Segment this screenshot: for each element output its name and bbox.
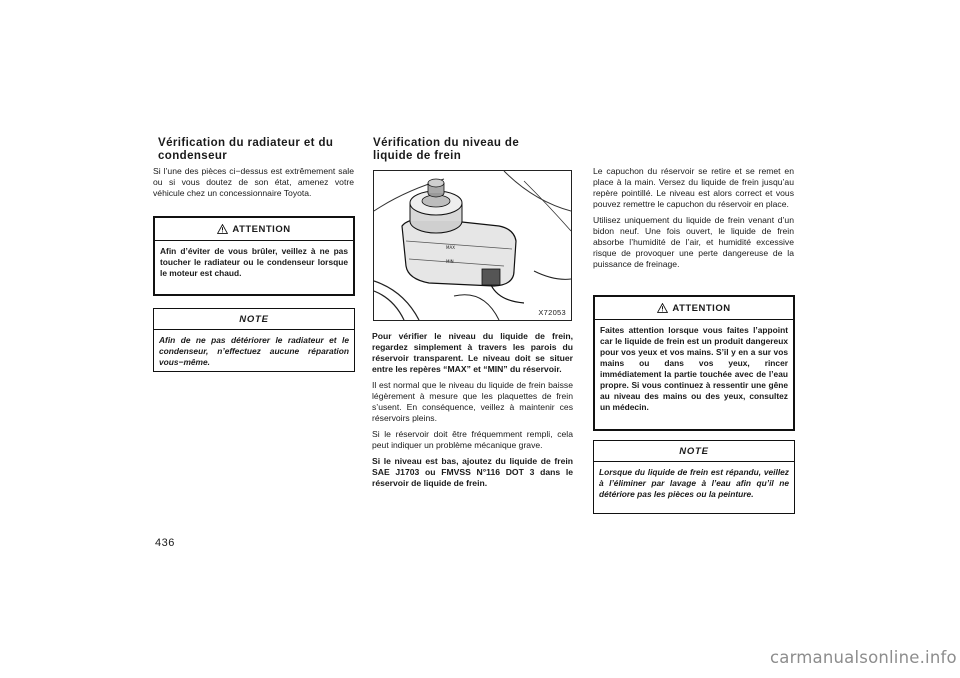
attention-text: Afin d’éviter de vous brûler, veillez à ne pas toucher le radiateur ou le condenseur lorsque le moteur est chaud. [160,246,348,278]
heading-line: liquide de frein [373,150,462,162]
brake-fluid-note-box [593,440,795,514]
svg-text:MIN: MIN [446,259,454,264]
note-text: Lorsque du liquide de frein est répandu, veillez à l’éliminer par lavage à l’eau afin qu’il ne détériore pas les pièces ou la peinture. [599,467,789,499]
radiator-attention-box [153,216,355,296]
brake-fluid-paragraph: Pour vérifier le niveau du liquide de frein, regardez simplement à travers les parois du réservoir transparent. Le niveau doit se situer entre les repères “MAX” et “MIN” du réservoir. [372,331,573,374]
brake-fluid-paragraph: Si le niveau est bas, ajoutez du liquide de frein SAE J1703 ou FMVSS N°116 DOT 3 dans le réservoir de liquide de frein. [372,456,573,488]
attention-title [595,297,793,320]
svg-text:MAX: MAX [446,245,455,250]
brake-reservoir-drawing [374,171,571,320]
warning-triangle-icon [657,303,668,313]
watermark-text: carmanualsonline.info [770,648,957,667]
brake-fluid-text [372,331,573,494]
brake-fluid-section-heading [373,137,583,163]
attention-label: ATTENTION [672,302,731,314]
heading-line: Vérification du niveau de [373,137,520,149]
attention-label: ATTENTION [232,223,291,235]
new-fluid-paragraph: Utilisez uniquement du liquide de frein venant d’un bidon neuf. Une fois ouvert, le liquide de frein absorbe l’humidité de l’air, et humidité excessive risque de provoquer une perte dangereuse de la puissance de freinage. [593,215,794,269]
heading-line: condenseur [158,150,228,162]
radiator-note-box [153,308,355,372]
reservoir-cap-paragraph: Le capuchon du réservoir se retire et se remet en place à la main. Versez du liquide de frein jusqu’au repère pointillé. Le niveau est alors correct et vous pouvez remettre le capuchon du réservoir en place. [593,166,794,209]
heading-line: Vérification du radiateur et du [158,137,334,149]
radiator-intro-paragraph: Si l’une des pièces ci−dessus est extrêmement sale ou si vous doutez de son état, amenez votre véhicule chez un concessionnaire Toyota. [153,166,354,198]
brake-fluid-paragraph: Il est normal que le niveau du liquide de frein baisse légèrement à mesure que les plaquettes de frein s’usent. En conséquence, veillez à maintenir ces réservoirs pleins. [372,380,573,423]
note-title: NOTE [154,309,354,330]
brake-reservoir-illustration [373,170,572,321]
page-number: 436 [155,537,175,549]
brake-fluid-attention-box [593,295,795,431]
attention-title [155,218,353,241]
radiator-section-heading [158,137,358,163]
note-title: NOTE [594,441,794,462]
figure-code: X72053 [538,308,566,317]
note-text: Afin de ne pas détériorer le radiateur et le condenseur, n’effectuez aucune réparation vous−même. [159,335,349,367]
brake-fluid-paragraph: Si le réservoir doit être fréquemment rempli, cela peut indiquer un problème mécanique grave. [372,429,573,450]
attention-text: Faites attention lorsque vous faites l’appoint car le liquide de frein est un produit dangereux pour vos yeux et vos mains. S’il y en a sur vos mains ou dans vos yeux, rincer immédiatement la partie touchée avec de l’eau propre. Si vous continuez à ressentir une gêne au niveau des mains ou des yeux, consultez un médecin. [600,325,788,412]
warning-triangle-icon [217,224,228,234]
right-column-text [593,166,794,275]
